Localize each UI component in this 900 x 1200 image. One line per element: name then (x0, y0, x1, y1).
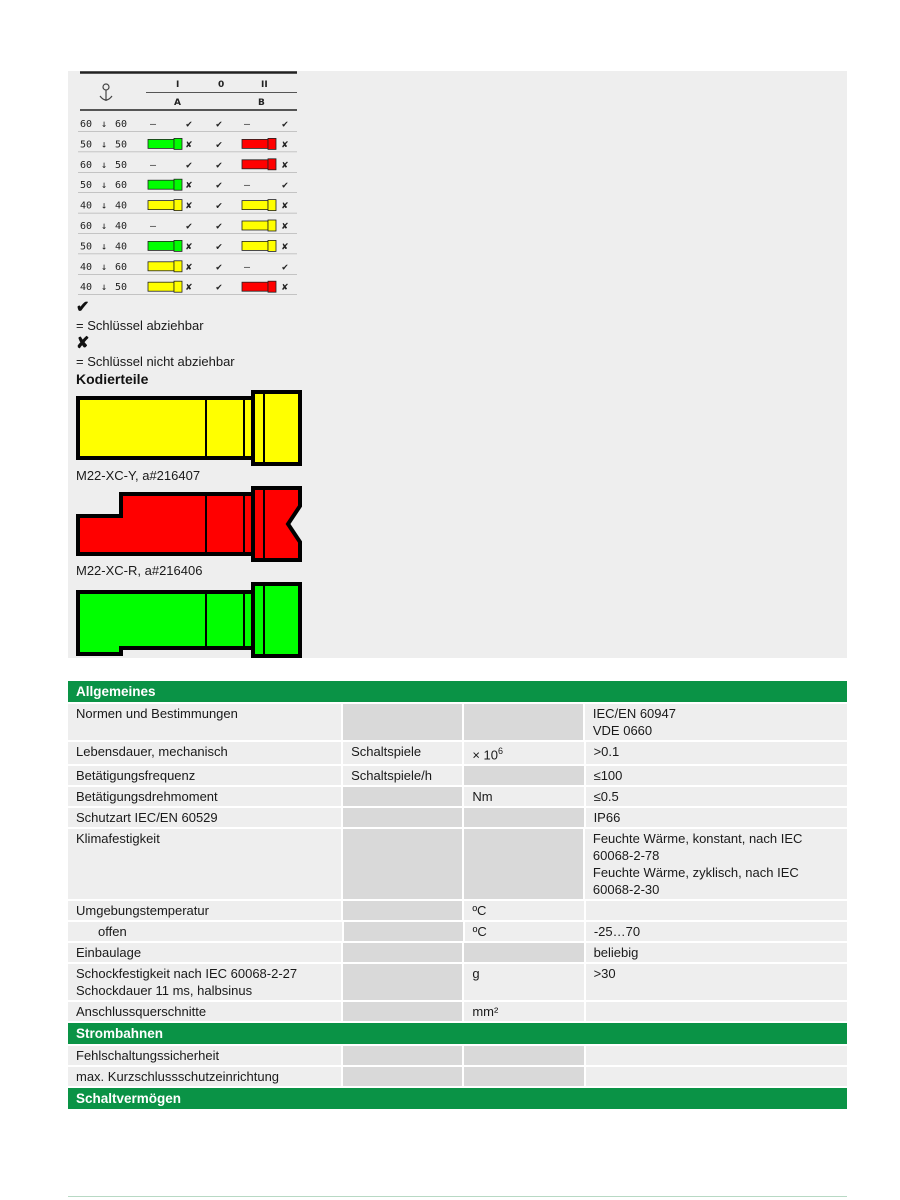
spec-row (68, 704, 847, 740)
col-b-mark: – (244, 180, 251, 192)
spec-value: beliebig (586, 943, 847, 962)
spec-value: Feuchte Wärme, konstant, nach IEC 60068-2-78 Feuchte Wärme, zyklisch, nach IEC 60068-2-30 (585, 829, 847, 899)
spec-name: offen (68, 922, 342, 941)
coding-part-yellow-icon (242, 200, 276, 211)
spec-row (68, 787, 847, 806)
row-from-value: 50 (80, 180, 93, 192)
footer-divider (68, 1196, 847, 1197)
col-a-pos1-state: ✔ (186, 119, 193, 130)
spec-row (68, 943, 847, 962)
spec-unit-factor (464, 943, 583, 962)
row-from-value: 40 (80, 282, 93, 294)
col-a-pos0-state: ✔ (216, 159, 223, 171)
coding-part-red-icon (242, 138, 276, 149)
spec-unit (343, 901, 462, 920)
coding-part-red-label: M22-XC-R, a#216406 (76, 563, 203, 578)
row-to-value: 60 (115, 261, 128, 273)
coding-part-red-icon (242, 159, 276, 170)
header-col-b: B (258, 98, 265, 108)
row-from-value: 50 (80, 139, 93, 151)
col-a-pos0-state: ✔ (216, 139, 223, 151)
spec-unit: Schaltspiele (343, 742, 462, 764)
col-a-pos1-mark: – (150, 221, 157, 232)
col-b-mark: – (244, 261, 251, 273)
row-to-value: 60 (115, 119, 128, 130)
spec-name: Betätigungsdrehmoment (68, 787, 341, 806)
row-from-value: 40 (80, 261, 93, 273)
spec-unit (343, 1067, 462, 1086)
spec-row (68, 1046, 847, 1065)
spec-name: Fehlschaltungssicherheit (68, 1046, 341, 1065)
col-b-state: ✘ (282, 159, 289, 171)
col-a-pos1-state: ✘ (186, 282, 193, 294)
row-to-value: 60 (115, 180, 128, 192)
row-to-value: 50 (115, 159, 128, 171)
col-a-pos0-state: ✔ (216, 119, 223, 130)
spec-value: -25…70 (586, 922, 847, 941)
arrow-down-icon: ↓ (101, 282, 108, 294)
col-a-pos0-state: ✔ (216, 261, 223, 273)
col-a-pos0-state: ✔ (216, 221, 223, 232)
spec-value (586, 1046, 847, 1065)
spec-row (68, 964, 847, 1000)
spec-value (586, 1002, 847, 1021)
legend-key-not-removable: = Schlüssel nicht abziehbar (76, 354, 235, 369)
arrow-down-icon: ↓ (101, 139, 108, 151)
spec-name: Betätigungsfrequenz (68, 766, 341, 785)
spec-unit-factor (464, 901, 583, 920)
spec-unit-factor (464, 766, 583, 785)
row-to-value: 40 (115, 200, 128, 212)
spec-unit-factor (464, 964, 583, 1000)
spec-name: Schockfestigkeit nach IEC 60068-2-27 Schockdauer 11 ms, halbsinus (68, 964, 341, 1000)
header-pos-1: I (176, 80, 180, 90)
coding-part-yellow-label: M22-XC-Y, a#216407 (76, 468, 201, 483)
coding-part-green-icon (148, 240, 182, 251)
spec-unit-factor-text: g (472, 966, 480, 982)
coding-part-red-image (76, 486, 304, 562)
spec-value: IEC/EN 60947 VDE 0660 (585, 704, 847, 740)
col-a-pos1-state: ✘ (186, 200, 193, 212)
check-mark-icon: ✔ (76, 299, 90, 316)
row-to-value: 40 (115, 221, 128, 232)
spec-name: Anschlussquerschnitte (68, 1002, 341, 1021)
coding-part-green-icon (148, 179, 182, 190)
spec-unit-factor-text: mm² (472, 1004, 499, 1020)
technical-data-table (68, 681, 847, 1111)
spec-row (68, 901, 847, 920)
spec-unit (343, 704, 462, 740)
spec-value: >0.1 (586, 742, 847, 764)
col-b-state: ✘ (282, 139, 289, 151)
spec-unit-factor (464, 704, 583, 740)
row-to-value: 40 (115, 241, 128, 253)
arrow-down-icon: ↓ (101, 180, 108, 192)
cross-mark-icon: ✘ (76, 335, 90, 352)
header-pos-2: II (261, 80, 268, 90)
spec-unit (343, 964, 462, 1000)
row-from-value: 60 (80, 221, 93, 232)
col-b-mark: – (244, 119, 251, 130)
spec-value (586, 1067, 847, 1086)
col-a-pos1-state: ✘ (186, 261, 193, 273)
col-a-pos0-state: ✔ (216, 180, 223, 192)
coding-part-green-icon (148, 138, 182, 149)
coding-part-green-image (76, 582, 304, 658)
section-header-switching-capacity: Schaltvermögen (68, 1088, 847, 1109)
col-a-pos1-state: ✘ (186, 241, 193, 253)
spec-row (68, 922, 847, 941)
spec-unit-factor (464, 829, 583, 899)
spec-row (68, 829, 847, 899)
row-to-value: 50 (115, 282, 128, 294)
spec-unit-factor (465, 922, 584, 941)
coding-part-yellow-image (76, 390, 304, 466)
spec-unit-factor-text: ºC (472, 924, 487, 940)
spec-name: max. Kurzschlussschutzeinrichtung (68, 1067, 341, 1086)
spec-value (586, 901, 847, 920)
col-b-state: ✘ (282, 221, 289, 232)
spec-name: Klimafestigkeit (68, 829, 341, 899)
row-from-value: 60 (80, 159, 93, 171)
section-header-general: Allgemeines (68, 681, 847, 702)
spec-row (68, 742, 847, 764)
coding-part-yellow-icon (148, 281, 182, 292)
legend-key-removable: = Schlüssel abziehbar (76, 318, 204, 333)
col-a-pos0-state: ✔ (216, 241, 223, 253)
spec-row (68, 1002, 847, 1021)
spec-name: Umgebungstemperatur (68, 901, 341, 920)
arrow-down-icon: ↓ (101, 119, 108, 130)
spec-unit (343, 943, 462, 962)
arrow-down-icon: ↓ (101, 221, 108, 232)
spec-unit-factor (464, 1067, 583, 1086)
coding-part-red-icon (242, 281, 276, 292)
header-pos-0: 0 (218, 80, 225, 90)
spec-unit (343, 1046, 462, 1065)
col-b-state: ✘ (282, 241, 289, 253)
row-to-value: 50 (115, 139, 128, 151)
coding-part-yellow-icon (148, 261, 182, 272)
spec-unit-factor (464, 808, 583, 827)
coding-part-yellow-icon (242, 220, 276, 231)
spec-unit-factor (464, 1002, 583, 1021)
spec-unit-factor (464, 1046, 583, 1065)
arrow-down-icon: ↓ (101, 159, 108, 171)
header-col-a: A (174, 98, 181, 108)
col-a-pos1-state: ✘ (186, 139, 193, 151)
coding-part-yellow-icon (242, 240, 276, 251)
col-a-pos1-mark: – (150, 119, 157, 130)
col-b-state: ✔ (282, 180, 289, 192)
spec-unit-exponent: 6 (497, 746, 503, 756)
col-a-pos1-state: ✘ (186, 180, 193, 192)
row-from-value: 50 (80, 241, 93, 253)
key-symbol-icon (100, 84, 112, 101)
col-b-state: ✘ (282, 200, 289, 212)
spec-unit-factor-text: Nm (472, 789, 493, 805)
col-b-state: ✔ (282, 119, 289, 130)
arrow-down-icon: ↓ (101, 261, 108, 273)
spec-name: Einbaulage (68, 943, 341, 962)
coding-parts-heading: Kodierteile (76, 371, 149, 387)
spec-row (68, 766, 847, 785)
row-from-value: 40 (80, 200, 93, 212)
col-b-state: ✔ (282, 261, 289, 273)
spec-unit (343, 787, 462, 806)
section-header-current-paths: Strombahnen (68, 1023, 847, 1044)
spec-row (68, 808, 847, 827)
spec-unit-factor (464, 742, 583, 764)
spec-unit (343, 1002, 462, 1021)
spec-unit-factor-text: ºC (472, 903, 487, 919)
coding-part-yellow-icon (148, 200, 182, 211)
spec-unit: Schaltspiele/h (343, 766, 462, 785)
col-a-pos0-state: ✔ (216, 200, 223, 212)
col-a-pos1-mark: – (150, 159, 157, 171)
col-a-pos1-state: ✔ (186, 159, 193, 171)
col-a-pos1-state: ✔ (186, 221, 193, 232)
spec-name: Lebensdauer, mechanisch (68, 742, 341, 764)
spec-unit-factor (464, 787, 583, 806)
spec-value: >30 (586, 964, 847, 1000)
spec-unit (343, 829, 462, 899)
col-b-state: ✘ (282, 282, 289, 294)
spec-unit (344, 922, 463, 941)
row-from-value: 60 (80, 119, 93, 130)
arrow-down-icon: ↓ (101, 200, 108, 212)
key-coding-table (78, 71, 297, 299)
spec-name: Schutzart IEC/EN 60529 (68, 808, 341, 827)
spec-value: IP66 (586, 808, 847, 827)
spec-value: ≤0.5 (586, 787, 847, 806)
spec-unit (343, 808, 462, 827)
spec-name: Normen und Bestimmungen (68, 704, 341, 740)
spec-unit-factor-text: × 10 (472, 747, 498, 763)
spec-row (68, 1067, 847, 1086)
spec-value: ≤100 (586, 766, 847, 785)
arrow-down-icon: ↓ (101, 241, 108, 253)
col-a-pos0-state: ✔ (216, 282, 223, 294)
